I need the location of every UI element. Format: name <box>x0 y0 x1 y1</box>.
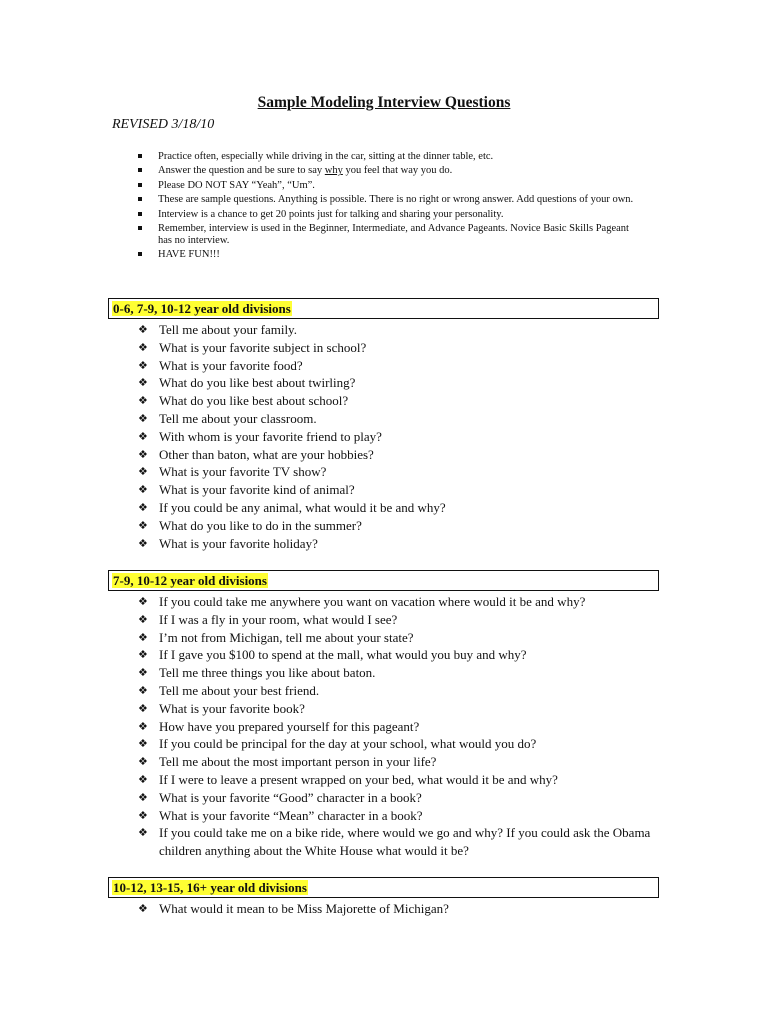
question-item <box>138 428 678 446</box>
diamond-bullet-icon: ❖ <box>138 323 148 336</box>
question-list <box>138 321 678 552</box>
question-item <box>138 807 678 825</box>
question-text: If I gave you $100 to spend at the mall, what would you buy and why? <box>159 647 527 663</box>
question-text: I’m not from Michigan, tell me about your state? <box>159 629 414 645</box>
diamond-bullet-icon: ❖ <box>138 701 148 715</box>
diamond-bullet-icon: ❖ <box>138 737 148 751</box>
instruction-text: These are sample questions. Anything is possible. There is no right or wrong answer. Add questions of your own. <box>158 194 634 206</box>
square-bullet-icon <box>138 252 142 256</box>
question-text: What is your favorite TV show? <box>159 464 327 480</box>
question-text: If you could take me anywhere you want on vacation where would it be and why? <box>159 594 586 609</box>
instruction-item <box>136 165 636 176</box>
question-item <box>138 446 678 464</box>
diamond-bullet-icon: ❖ <box>138 790 148 804</box>
diamond-bullet-icon: ❖ <box>138 755 148 769</box>
question-text: What is your favorite “Mean” character in a book? <box>159 807 423 823</box>
diamond-bullet-icon: ❖ <box>138 826 148 840</box>
diamond-bullet-icon: ❖ <box>138 429 148 443</box>
question-text: Tell me about your family. <box>159 322 297 337</box>
question-text: How have you prepared yourself for this pageant? <box>159 718 420 734</box>
diamond-bullet-icon: ❖ <box>138 500 148 514</box>
document-title: Sample Modeling Interview Questions <box>257 94 511 111</box>
question-item <box>138 753 678 771</box>
question-item <box>138 824 678 860</box>
square-bullet-icon <box>138 212 142 216</box>
question-text: What do you like best about school? <box>159 393 349 409</box>
diamond-bullet-icon: ❖ <box>138 465 148 479</box>
diamond-bullet-icon: ❖ <box>138 394 148 408</box>
diamond-bullet-icon: ❖ <box>138 518 148 532</box>
instruction-item <box>136 223 636 246</box>
question-item <box>138 900 678 918</box>
instruction-text: you feel that way you do. <box>342 165 453 177</box>
diamond-bullet-icon: ❖ <box>138 666 148 680</box>
question-text: What is your favorite holiday? <box>159 535 318 551</box>
diamond-bullet-icon: ❖ <box>138 536 148 550</box>
diamond-bullet-icon: ❖ <box>138 683 148 697</box>
question-text: Tell me about your classroom. <box>159 410 317 426</box>
diamond-bullet-icon: ❖ <box>138 447 148 461</box>
question-item <box>138 611 678 629</box>
question-text: What would it mean to be Miss Majorette of Michigan? <box>159 901 449 916</box>
revised-date: REVISED 3/18/10 <box>112 117 215 132</box>
question-text: If I were to leave a present wrapped on your bed, what would it be and why? <box>159 771 558 787</box>
question-item <box>138 735 678 753</box>
question-item <box>138 410 678 428</box>
instructions-list <box>136 151 636 264</box>
instruction-item <box>136 180 636 191</box>
question-item <box>138 499 678 517</box>
question-item <box>138 392 678 410</box>
diamond-bullet-icon: ❖ <box>138 411 148 425</box>
instruction-text: Remember, interview is used in the Beginner, Intermediate, and Advance Pageants. Novice Basic Skills Pageant has no interview. <box>158 223 629 246</box>
diamond-bullet-icon: ❖ <box>138 376 148 390</box>
question-text: Tell me about the most important person in your life? <box>159 754 437 770</box>
diamond-bullet-icon: ❖ <box>138 358 148 372</box>
question-text: If I was a fly in your room, what would I see? <box>159 611 398 627</box>
section-heading-box <box>108 570 659 591</box>
question-list <box>138 593 678 860</box>
question-item <box>138 771 678 789</box>
question-item <box>138 374 678 392</box>
instruction-text: Practice often, especially while driving in the car, sitting at the dinner table, etc. <box>158 151 494 162</box>
question-item <box>138 517 678 535</box>
diamond-bullet-icon: ❖ <box>138 719 148 733</box>
section-heading-box <box>108 877 659 898</box>
question-item <box>138 357 678 375</box>
section-heading-box <box>108 298 659 319</box>
instruction-item <box>136 249 636 260</box>
question-list <box>138 900 678 918</box>
question-item <box>138 646 678 664</box>
diamond-bullet-icon: ❖ <box>138 648 148 662</box>
question-text: What do you like best about twirling? <box>159 375 356 391</box>
instruction-text: Interview is a chance to get 20 points just for talking and sharing your personality. <box>158 208 504 220</box>
diamond-bullet-icon: ❖ <box>138 808 148 822</box>
question-item <box>138 463 678 481</box>
question-item <box>138 718 678 736</box>
instruction-item <box>136 151 636 162</box>
instruction-emphasis: why <box>324 165 343 177</box>
question-text: What do you like to do in the summer? <box>159 517 362 533</box>
question-text: What is your favorite book? <box>159 700 305 716</box>
instruction-item <box>136 209 636 220</box>
question-item <box>138 700 678 718</box>
square-bullet-icon <box>138 183 142 187</box>
question-item <box>138 481 678 499</box>
question-text: What is your favorite subject in school? <box>159 339 367 355</box>
square-bullet-icon <box>138 154 142 158</box>
question-item <box>138 789 678 807</box>
question-text: Tell me three things you like about baton. <box>159 665 376 681</box>
instruction-item <box>136 194 636 205</box>
square-bullet-icon <box>138 197 142 201</box>
instruction-text: Answer the question and be sure to say <box>158 165 325 177</box>
question-text: What is your favorite food? <box>159 357 303 373</box>
question-text: What is your favorite “Good” character in a book? <box>159 789 422 805</box>
question-text: What is your favorite kind of animal? <box>159 482 355 498</box>
diamond-bullet-icon: ❖ <box>138 340 148 354</box>
instruction-text: Please DO NOT SAY “Yeah”, “Um”. <box>158 179 315 191</box>
square-bullet-icon <box>138 168 142 172</box>
question-item <box>138 321 678 339</box>
square-bullet-icon <box>138 226 142 230</box>
diamond-bullet-icon: ❖ <box>138 612 148 626</box>
question-text: If you could be any animal, what would it be and why? <box>159 499 446 515</box>
question-item <box>138 339 678 357</box>
question-text: With whom is your favorite friend to play? <box>159 428 382 444</box>
question-item <box>138 629 678 647</box>
diamond-bullet-icon: ❖ <box>138 483 148 497</box>
section-heading: 7-9, 10-12 year old divisions <box>113 573 267 588</box>
question-text: If you could be principal for the day at your school, what would you do? <box>159 736 537 752</box>
instruction-text: HAVE FUN!!! <box>158 249 220 261</box>
section-heading: 0-6, 7-9, 10-12 year old divisions <box>113 301 291 316</box>
question-text: If you could take me on a bike ride, where would we go and why? If you could ask the Obama children anything about the White House what would it be? <box>159 825 651 859</box>
diamond-bullet-icon: ❖ <box>138 902 148 915</box>
question-item <box>138 682 678 700</box>
question-item <box>138 593 678 611</box>
question-item <box>138 664 678 682</box>
diamond-bullet-icon: ❖ <box>138 595 148 608</box>
diamond-bullet-icon: ❖ <box>138 630 148 644</box>
question-item <box>138 535 678 553</box>
question-text: Other than baton, what are your hobbies? <box>159 446 374 462</box>
section-heading: 10-12, 13-15, 16+ year old divisions <box>113 880 307 895</box>
question-text: Tell me about your best friend. <box>159 682 320 698</box>
diamond-bullet-icon: ❖ <box>138 772 148 786</box>
